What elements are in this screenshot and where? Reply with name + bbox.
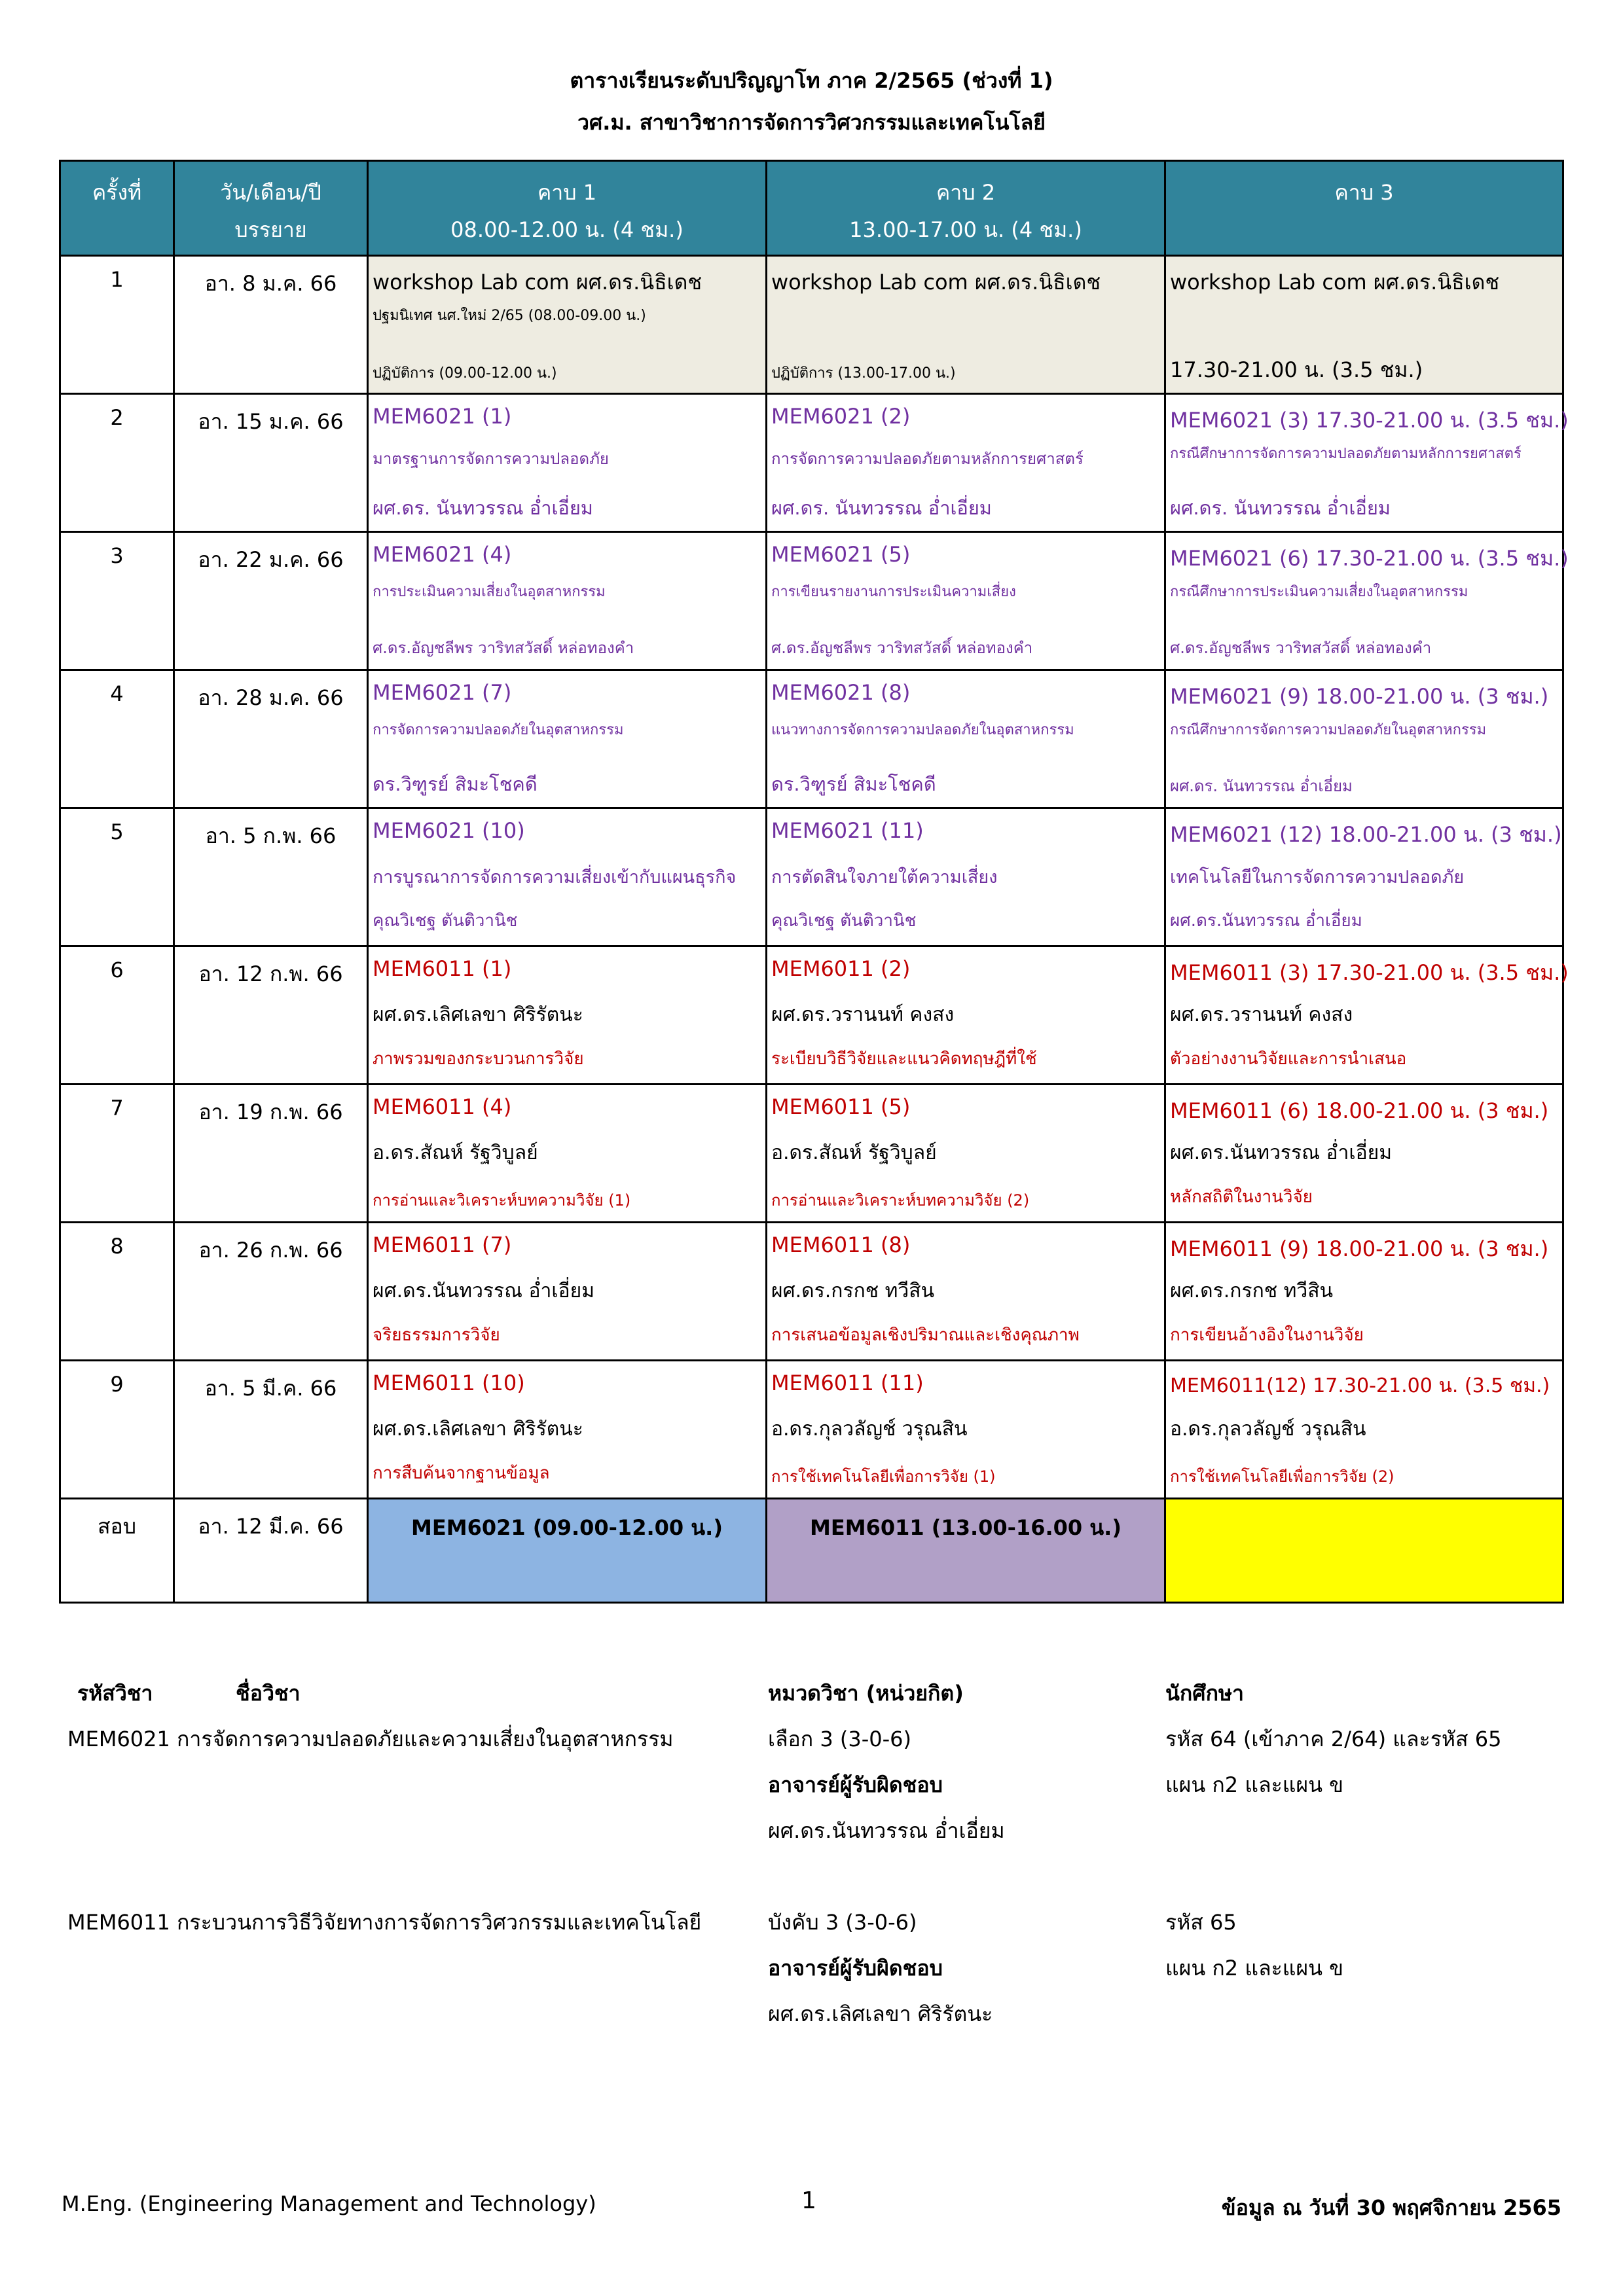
course-category-header: หมวดวิชา (หน่วยกิต) xyxy=(768,1681,964,1706)
cell-title: MEM6021 (11) xyxy=(771,818,924,843)
cell-topic: กรณีศึกษาการประเมินความเสี่ยงในอุตสาหกรรม xyxy=(1170,584,1468,600)
cell-instructor: ผศ.ดร. นันทวรรณ อ่ำเอี่ยม xyxy=(771,497,992,519)
session-date-text: อา. 5 ก.พ. 66 xyxy=(205,823,337,848)
cell-title: MEM6011 (7) xyxy=(373,1232,512,1257)
cell-topic: ตัวอย่างงานวิจัยและการนำเสนอ xyxy=(1170,1049,1407,1069)
cell-title: MEM6021 (1) xyxy=(373,404,512,429)
course-2-plan: แผน ก2 และแผน ข xyxy=(1165,1956,1344,1981)
session-number xyxy=(60,808,174,946)
session-number xyxy=(60,394,174,532)
cell-note: ปฏิบัติการ (09.00-12.00 น.) xyxy=(373,365,557,382)
session-date xyxy=(174,946,368,1085)
cell-topic: การเขียนรายงานการประเมินความเสี่ยง xyxy=(771,584,1016,600)
session-number xyxy=(60,1085,174,1223)
header-period-2-label: คาบ 2 xyxy=(936,180,996,205)
cell-topic: แนวทางการจัดการความปลอดภัยในอุตสาหกรรม xyxy=(771,722,1074,738)
period-cell xyxy=(368,946,767,1085)
page-title: ตารางเรียนระดับปริญญาโท ภาค 2/2565 (ช่วงที่ 1) xyxy=(570,68,1053,93)
period-cell xyxy=(368,808,767,946)
period-cell xyxy=(1165,256,1563,394)
period-cell xyxy=(1165,532,1569,670)
cell-title: MEM6021 (6) 17.30-21.00 น. (3.5 ชม.) xyxy=(1170,546,1569,571)
cell-title: workshop Lab com ผศ.ดร.นิธิเดช xyxy=(1170,270,1500,295)
period-cell xyxy=(368,670,767,808)
cell-title: MEM6011 (3) 17.30-21.00 น. (3.5 ชม.) xyxy=(1170,960,1569,985)
session-date-text: อา. 8 ม.ค. 66 xyxy=(204,271,337,296)
period-cell xyxy=(368,1361,767,1499)
cell-instructor: ผศ.ดร.กรกช ทวีสิน xyxy=(1170,1280,1334,1302)
session-date-text: อา. 22 ม.ค. 66 xyxy=(198,547,344,572)
course-1-category: เลือก 3 (3-0-6) xyxy=(768,1727,911,1751)
course-1-responsible: ผศ.ดร.นันทวรรณ อ่ำเอี่ยม xyxy=(768,1818,1005,1843)
schedule-table xyxy=(59,160,1569,1604)
period-cell xyxy=(368,1223,767,1361)
period-cell xyxy=(1165,1223,1563,1361)
cell-instructor: อ.ดร.กุลวลัญช์ วรุณสิน xyxy=(1170,1418,1366,1441)
cell-instructor: ผศ.ดร.เลิศเลขา ศิริรัตนะ xyxy=(373,1003,583,1026)
cell-detail: ปฐมนิเทศ นศ.ใหม่ 2/65 (08.00-09.00 น.) xyxy=(373,308,646,324)
cell-topic: กรณีศึกษาการจัดการความปลอดภัยในอุตสาหกรรม xyxy=(1170,722,1487,738)
cell-instructor: ศ.ดร.อัญชลีพร วาริทสวัสดิ์ หล่อทองคำ xyxy=(1170,639,1432,657)
cell-topic: การเขียนอ้างอิงในงานวิจัย xyxy=(1170,1325,1364,1345)
cell-title: workshop Lab com ผศ.ดร.นิธิเดช xyxy=(373,270,702,295)
period-cell xyxy=(1165,808,1563,946)
table-row xyxy=(60,946,1563,1085)
cell-note: ปฏิบัติการ (13.00-17.00 น.) xyxy=(771,365,956,382)
period-cell xyxy=(368,1085,767,1223)
table-row xyxy=(60,808,1563,946)
header-date xyxy=(174,161,368,256)
session-number xyxy=(60,1223,174,1361)
period-cell xyxy=(1165,1085,1563,1223)
period-cell xyxy=(368,394,767,532)
cell-title: MEM6011 (11) xyxy=(771,1371,924,1395)
cell-topic: การเสนอข้อมูลเชิงปริมาณและเชิงคุณภาพ xyxy=(771,1325,1080,1345)
table-header-row xyxy=(60,161,1563,256)
cell-title: MEM6011 (6) 18.00-21.00 น. (3 ชม.) xyxy=(1170,1098,1549,1123)
cell-instructor: ผศ.ดร. นันทวรรณ อ่ำเอี่ยม xyxy=(373,497,593,519)
session-number xyxy=(60,946,174,1085)
session-date xyxy=(174,808,368,946)
header-period-2 xyxy=(767,161,1165,256)
session-number-text: 3 xyxy=(110,543,124,568)
cell-topic: การจัดการความปลอดภัยในอุตสาหกรรม xyxy=(373,722,624,738)
session-number-text: 4 xyxy=(110,681,124,706)
header-date-label: วัน/เดือน/ปี xyxy=(220,180,321,205)
page-number: 1 xyxy=(801,2187,816,2214)
course-1-students: รหัส 64 (เข้าภาค 2/64) และรหัส 65 xyxy=(1165,1727,1502,1751)
cell-title: MEM6011 (4) xyxy=(373,1094,512,1119)
course-1-responsible-header: อาจารย์ผู้รับผิดชอบ xyxy=(768,1772,943,1797)
cell-title: MEM6021 (10) xyxy=(373,818,525,843)
course-2-responsible: ผศ.ดร.เลิศเลขา ศิริรัตนะ xyxy=(768,2001,993,2026)
table-row xyxy=(60,256,1563,394)
session-date-text: อา. 28 ม.ค. 66 xyxy=(198,685,344,710)
cell-topic: การตัดสินใจภายใต้ความเสี่ยง xyxy=(771,867,998,888)
period-cell xyxy=(767,1085,1165,1223)
session-number-text: 6 xyxy=(110,958,124,982)
cell-topic: ระเบียบวิธีวิจัยและแนวคิดทฤษฎีที่ใช้ xyxy=(771,1049,1037,1069)
cell-title: MEM6011(12) 17.30-21.00 น. (3.5 ชม.) xyxy=(1170,1374,1550,1397)
cell-title: MEM6011 (1) xyxy=(373,956,512,981)
table-row xyxy=(60,670,1563,808)
footer-date: ข้อมูล ณ วันที่ 30 พฤศจิกายน 2565 xyxy=(1221,2195,1561,2220)
cell-instructor: อ.ดร.สัณห์ รัฐวิบูลย์ xyxy=(373,1141,538,1164)
cell-instructor: ผศ.ดร.กรกช ทวีสิน xyxy=(771,1280,935,1302)
cell-topic: กรณีศึกษาการจัดการความปลอดภัยตามหลักการยศาสตร์ xyxy=(1170,446,1522,462)
cell-title: MEM6021 (3) 17.30-21.00 น. (3.5 ชม.) xyxy=(1170,408,1569,433)
cell-instructor: ผศ.ดร. นันทวรรณ อ่ำเอี่ยม xyxy=(1170,777,1353,795)
cell-title: MEM6021 (9) 18.00-21.00 น. (3 ชม.) xyxy=(1170,684,1549,709)
period-cell xyxy=(767,394,1165,532)
course-code-header: รหัสวิชา xyxy=(77,1681,153,1706)
session-date xyxy=(174,394,368,532)
session-date xyxy=(174,256,368,394)
table-row xyxy=(60,394,1563,532)
session-number-text: 1 xyxy=(110,267,124,292)
session-number-text: 2 xyxy=(110,405,124,430)
table-row xyxy=(60,1361,1563,1499)
period-cell xyxy=(1165,1361,1563,1499)
cell-topic: การสืบค้นจากฐานข้อมูล xyxy=(373,1463,550,1483)
session-date-text: อา. 12 ก.พ. 66 xyxy=(198,961,343,986)
table-row xyxy=(60,532,1563,670)
cell-title: MEM6011 (9) 18.00-21.00 น. (3 ชม.) xyxy=(1170,1236,1549,1261)
session-number xyxy=(60,670,174,808)
cell-topic: เทคโนโลยีในการจัดการความปลอดภัย xyxy=(1170,867,1465,888)
course-name-header: ชื่อวิชา xyxy=(236,1681,301,1706)
cell-topic: การประเมินความเสี่ยงในอุตสาหกรรม xyxy=(373,584,606,600)
session-number xyxy=(60,256,174,394)
course-2-responsible-header: อาจารย์ผู้รับผิดชอบ xyxy=(768,1956,943,1981)
cell-topic: มาตรฐานการจัดการความปลอดภัย xyxy=(373,450,609,468)
course-2-line: MEM6011 กระบวนการวิธีวิจัยทางการจัดการวิศวกรรมและเทคโนโลยี xyxy=(67,1910,702,1935)
period-cell xyxy=(767,808,1165,946)
cell-title: MEM6011 (5) xyxy=(771,1094,911,1119)
course-students-header: นักศึกษา xyxy=(1165,1681,1244,1706)
cell-topic: ภาพรวมของกระบวนการวิจัย xyxy=(373,1049,584,1069)
period-cell xyxy=(1165,670,1563,808)
cell-title: workshop Lab com ผศ.ดร.นิธิเดช xyxy=(771,270,1101,295)
cell-instructor: ผศ.ดร. นันทวรรณ อ่ำเอี่ยม xyxy=(1170,497,1391,519)
cell-title: MEM6011 (2) xyxy=(771,956,911,981)
course-2-students: รหัส 65 xyxy=(1165,1910,1237,1935)
session-date xyxy=(174,670,368,808)
header-period-3-label: คาบ 3 xyxy=(1334,180,1394,205)
cell-instructor: ผศ.ดร.นันทวรรณ อ่ำเอี่ยม xyxy=(1170,911,1362,931)
cell-title: MEM6021 (12) 18.00-21.00 น. (3 ชม.) xyxy=(1170,822,1562,847)
cell-instructor: คุณวิเชฐ ตันติวานิช xyxy=(771,911,917,931)
period-cell xyxy=(767,1361,1165,1499)
session-number xyxy=(60,1361,174,1499)
cell-instructor: ผศ.ดร.นันทวรรณ อ่ำเอี่ยม xyxy=(1170,1141,1393,1164)
cell-topic: การใช้เทคโนโลยีเพื่อการวิจัย (2) xyxy=(1170,1467,1395,1486)
session-date-text: อา. 15 ม.ค. 66 xyxy=(198,409,344,434)
cell-topic: หลักสถิติในงานวิจัย xyxy=(1170,1187,1313,1207)
session-date xyxy=(174,1085,368,1223)
period-cell xyxy=(767,946,1165,1085)
cell-topic: การจัดการความปลอดภัยตามหลักการยศาสตร์ xyxy=(771,450,1084,468)
cell-note: 17.30-21.00 น. (3.5 ชม.) xyxy=(1170,357,1423,382)
table-row xyxy=(60,1223,1563,1361)
header-session-label: ครั้งที่ xyxy=(92,180,142,205)
exam-date xyxy=(174,1499,368,1603)
exam-text: MEM6011 (13.00-16.00 น.) xyxy=(810,1515,1122,1540)
course-1-line: MEM6021 การจัดการความปลอดภัยและความเสี่ยงในอุตสาหกรรม xyxy=(67,1727,674,1751)
header-session xyxy=(60,161,174,256)
cell-instructor: ศ.ดร.อัญชลีพร วาริทสวัสดิ์ หล่อทองคำ xyxy=(373,639,634,657)
course-2-category: บังคับ 3 (3-0-6) xyxy=(768,1910,917,1935)
cell-title: MEM6011 (8) xyxy=(771,1232,911,1257)
exam-label xyxy=(60,1499,174,1603)
cell-title: MEM6011 (10) xyxy=(373,1371,525,1395)
cell-instructor: อ.ดร.กุลวลัญช์ วรุณสิน xyxy=(771,1418,968,1441)
header-period-1-time: 08.00-12.00 น. (4 ชม.) xyxy=(450,217,684,242)
period-cell xyxy=(1165,394,1569,532)
cell-instructor: ดร.วิฑูรย์ สิมะโชคดี xyxy=(771,773,936,795)
cell-instructor: ผศ.ดร.วรานนท์ คงสง xyxy=(1170,1003,1353,1026)
cell-title: MEM6021 (8) xyxy=(771,680,911,705)
cell-instructor: ศ.ดร.อัญชลีพร วาริทสวัสดิ์ หล่อทองคำ xyxy=(771,639,1033,657)
session-date-text: อา. 26 ก.พ. 66 xyxy=(198,1238,343,1263)
session-date xyxy=(174,1223,368,1361)
exam-date-text: อา. 12 มี.ค. 66 xyxy=(198,1514,344,1539)
period-cell xyxy=(767,532,1165,670)
table-row xyxy=(60,1085,1563,1223)
session-number-text: 7 xyxy=(110,1096,124,1121)
cell-topic: จริยธรรมการวิจัย xyxy=(373,1325,500,1345)
cell-instructor: ดร.วิฑูรย์ สิมะโชคดี xyxy=(373,773,538,795)
page-subtitle: วศ.ม. สาขาวิชาการจัดการวิศวกรรมและเทคโนโลยี xyxy=(577,110,1046,135)
exam-cell-empty xyxy=(1165,1499,1563,1603)
session-number-text: 9 xyxy=(110,1372,124,1397)
cell-topic: การใช้เทคโนโลยีเพื่อการวิจัย (1) xyxy=(771,1467,996,1486)
exam-text: MEM6021 (09.00-12.00 น.) xyxy=(411,1515,723,1540)
session-number xyxy=(60,532,174,670)
header-period-1 xyxy=(368,161,767,256)
cell-instructor: คุณวิเชฐ ตันติวานิช xyxy=(373,911,518,931)
period-cell xyxy=(767,1223,1165,1361)
course-1-plan: แผน ก2 และแผน ข xyxy=(1165,1772,1344,1797)
exam-cell-mem6021 xyxy=(368,1499,767,1603)
exam-cell-mem6011 xyxy=(767,1499,1165,1603)
footer-program: M.Eng. (Engineering Management and Technology) xyxy=(62,2191,596,2216)
cell-topic: การอ่านและวิเคราะห์บทความวิจัย (2) xyxy=(771,1191,1030,1210)
session-date-text: อา. 5 มี.ค. 66 xyxy=(204,1376,337,1401)
cell-topic: การอ่านและวิเคราะห์บทความวิจัย (1) xyxy=(373,1191,631,1210)
period-cell xyxy=(767,256,1165,394)
exam-row xyxy=(60,1499,1563,1603)
header-period-3 xyxy=(1165,161,1563,256)
cell-instructor: ผศ.ดร.นันทวรรณ อ่ำเอี่ยม xyxy=(373,1280,595,1302)
header-period-1-label: คาบ 1 xyxy=(537,180,597,205)
cell-title: MEM6021 (4) xyxy=(373,542,512,567)
cell-title: MEM6021 (2) xyxy=(771,404,911,429)
exam-label-text: สอบ xyxy=(97,1514,137,1539)
header-date-sub: บรรยาย xyxy=(234,217,307,242)
cell-topic: การบูรณาการจัดการความเสี่ยงเข้ากับแผนธุรกิจ xyxy=(373,867,737,888)
period-cell xyxy=(1165,946,1569,1085)
cell-title: MEM6021 (7) xyxy=(373,680,512,705)
session-date xyxy=(174,532,368,670)
period-cell xyxy=(368,532,767,670)
session-number-text: 8 xyxy=(110,1234,124,1259)
cell-instructor: ผศ.ดร.เลิศเลขา ศิริรัตนะ xyxy=(373,1418,583,1441)
cell-instructor: ผศ.ดร.วรานนท์ คงสง xyxy=(771,1003,955,1026)
header-period-2-time: 13.00-17.00 น. (4 ชม.) xyxy=(849,217,1082,242)
cell-instructor: อ.ดร.สัณห์ รัฐวิบูลย์ xyxy=(771,1141,937,1164)
session-number-text: 5 xyxy=(110,819,124,844)
period-cell xyxy=(767,670,1165,808)
session-date-text: อา. 19 ก.พ. 66 xyxy=(198,1100,343,1124)
cell-title: MEM6021 (5) xyxy=(771,542,911,567)
period-cell xyxy=(368,256,767,394)
session-date xyxy=(174,1361,368,1499)
